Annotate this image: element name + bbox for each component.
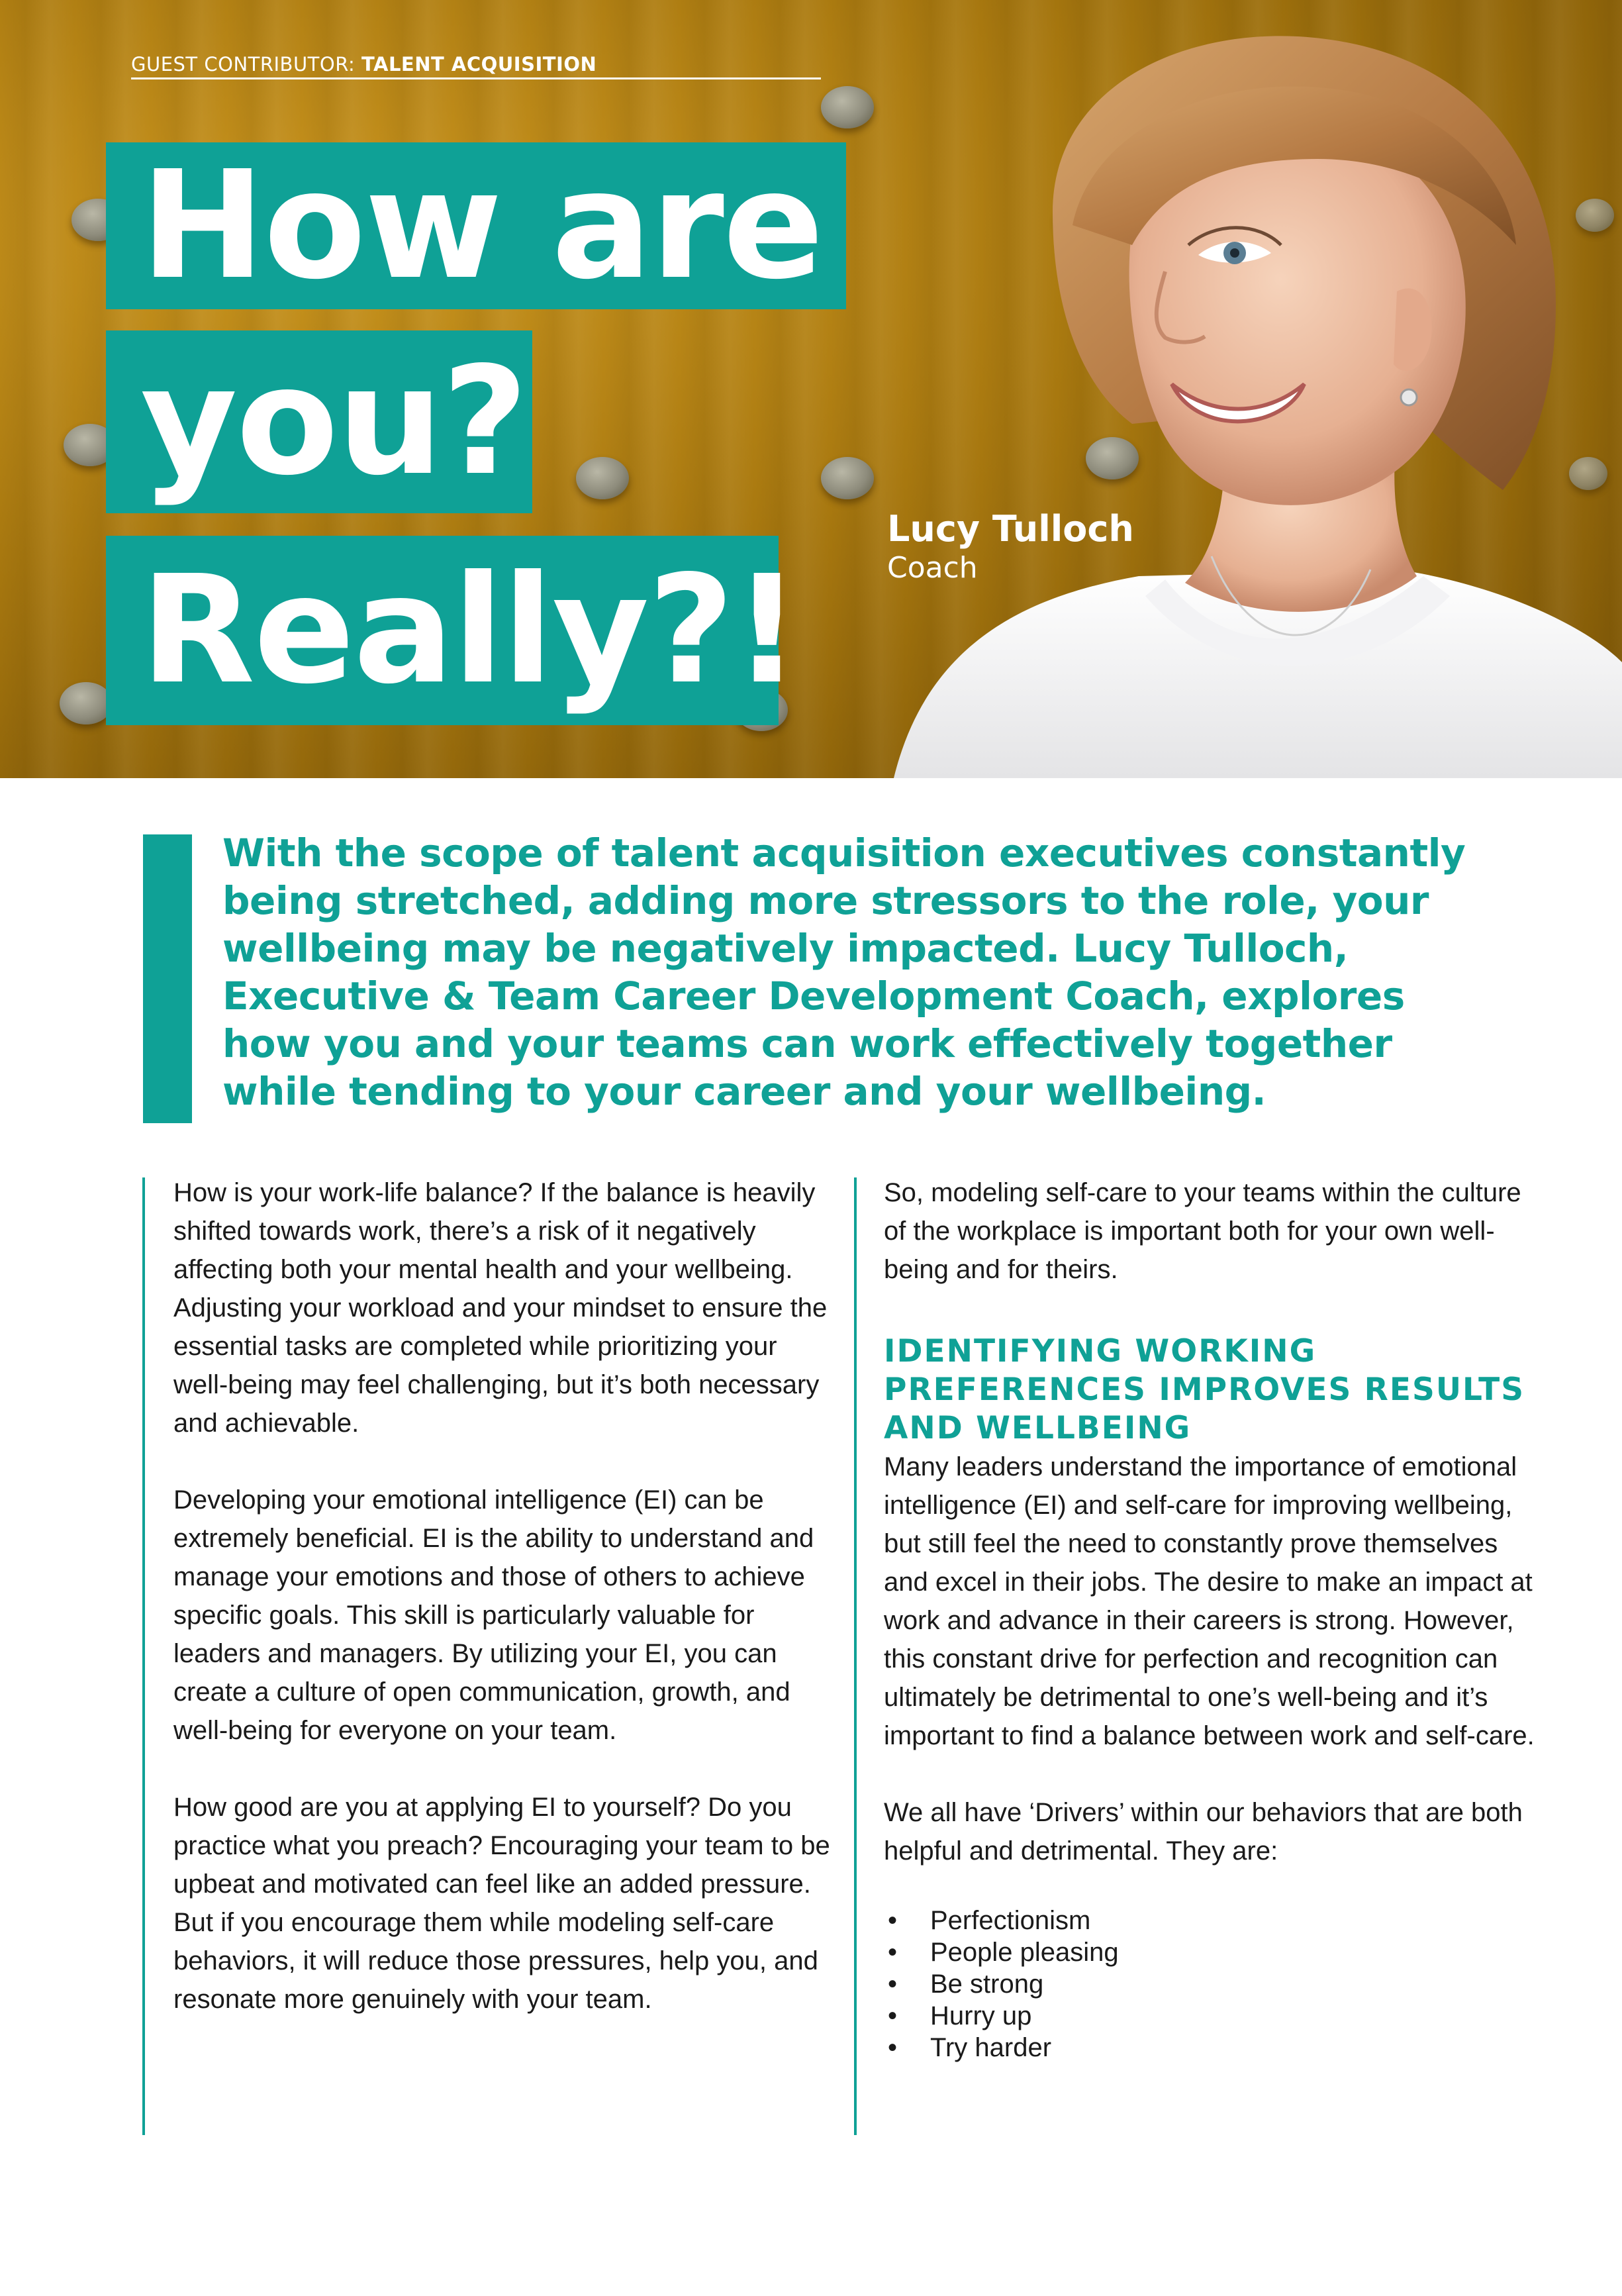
bullet: • (888, 1906, 898, 1935)
list-item (884, 1936, 1546, 1968)
kicker-prefix: GUEST CONTRIBUTOR: (131, 53, 356, 75)
section-kicker (131, 53, 821, 79)
list-item (884, 2000, 1546, 2032)
hero-banner (0, 0, 1622, 778)
paragraph: Developing your emotional intelligence (EI) can be extremely beneficial. EI is the ability to understand and manage your emotions and those of others to achieve specific goals. This skill is particularly valuable for leaders and managers. By utilizing your EI, you can create a culture of open communication, growth, and well-being for everyone on your team. (173, 1485, 814, 1745)
kicker-topic: TALENT ACQUISITION (361, 53, 597, 75)
author-byline (887, 509, 1134, 586)
list-item-text: Hurry up (930, 2001, 1032, 2030)
author-name: Lucy Tulloch (887, 508, 1134, 550)
list-item (884, 1968, 1546, 2000)
list-item-text: Try harder (930, 2033, 1052, 2062)
wall-stud (576, 457, 629, 499)
subheading: IDENTIFYING WORKING PREFERENCES IMPROVES RESULTS AND WELLBEING (884, 1333, 1525, 1446)
list-item-text: Perfectionism (930, 1906, 1091, 1935)
list-item-text: People pleasing (930, 1938, 1119, 1967)
bullet: • (888, 1938, 898, 1967)
list-item-text: Be strong (930, 1970, 1044, 1999)
drivers-list (884, 1905, 1546, 2064)
headline-line-1: How are (106, 142, 846, 309)
list-item (884, 1905, 1546, 1936)
standfirst-accent-bar (143, 834, 192, 1123)
column-rule-right (854, 1177, 857, 2135)
paragraph: So, modeling self-care to your teams within the culture of the workplace is important both for your own well-being and for theirs. (884, 1178, 1521, 1284)
portrait-photo (854, 26, 1622, 778)
list-item (884, 2032, 1546, 2064)
author-role: Coach (887, 551, 978, 585)
body-column-1 (173, 1173, 835, 2019)
column-rule-left (142, 1177, 145, 2135)
paragraph: Many leaders understand the importance of emotional intelligence (EI) and self-care for improving wellbeing, but still feel the need to constantly prove themselves and excel in their jobs. The desire to make an impact at work and advance in their careers is strong. However, this constant drive for perfection and recognition can ultimately be detrimental to one’s well-being and it’s important to find a balance between work and self-care. (884, 1452, 1535, 1750)
bullet: • (888, 2001, 898, 2030)
bullet: • (888, 1970, 898, 1999)
paragraph: How is your work-life balance? If the balance is heavily shifted towards work, there’s a risk of it negatively affecting both your mental health and your wellbeing. Adjusting your workload and your mindset to ensure the essential tasks are completed while prioritizing your well-being may feel challenging, but it’s both necessary and achievable. (173, 1178, 828, 1438)
headline-line-3: Really?! (106, 536, 779, 725)
bullet: • (888, 2033, 898, 2062)
body-column-2 (884, 1173, 1546, 2064)
standfirst: With the scope of talent acquisition executives constantly being stretched, adding more stressors to the role, your wellbeing may be negatively impacted. Lucy Tulloch, Executive & Team Career Development Coach, explores how you and your teams can work effectively together while tending to your career and your wellbeing. (222, 830, 1466, 1114)
paragraph: We all have ‘Drivers’ within our behaviors that are both helpful and detrimental. They are: (884, 1798, 1523, 1866)
headline-line-2: you? (106, 330, 532, 513)
paragraph: How good are you at applying EI to yourself? Do you practice what you preach? Encouraging your team to be upbeat and motivated can feel like an added pressure. But if you encourage them while modeling self-care behaviors, it will reduce those pressures, help you, and resonate more genuinely with your team. (173, 1793, 830, 2014)
wall-stud (60, 682, 113, 724)
